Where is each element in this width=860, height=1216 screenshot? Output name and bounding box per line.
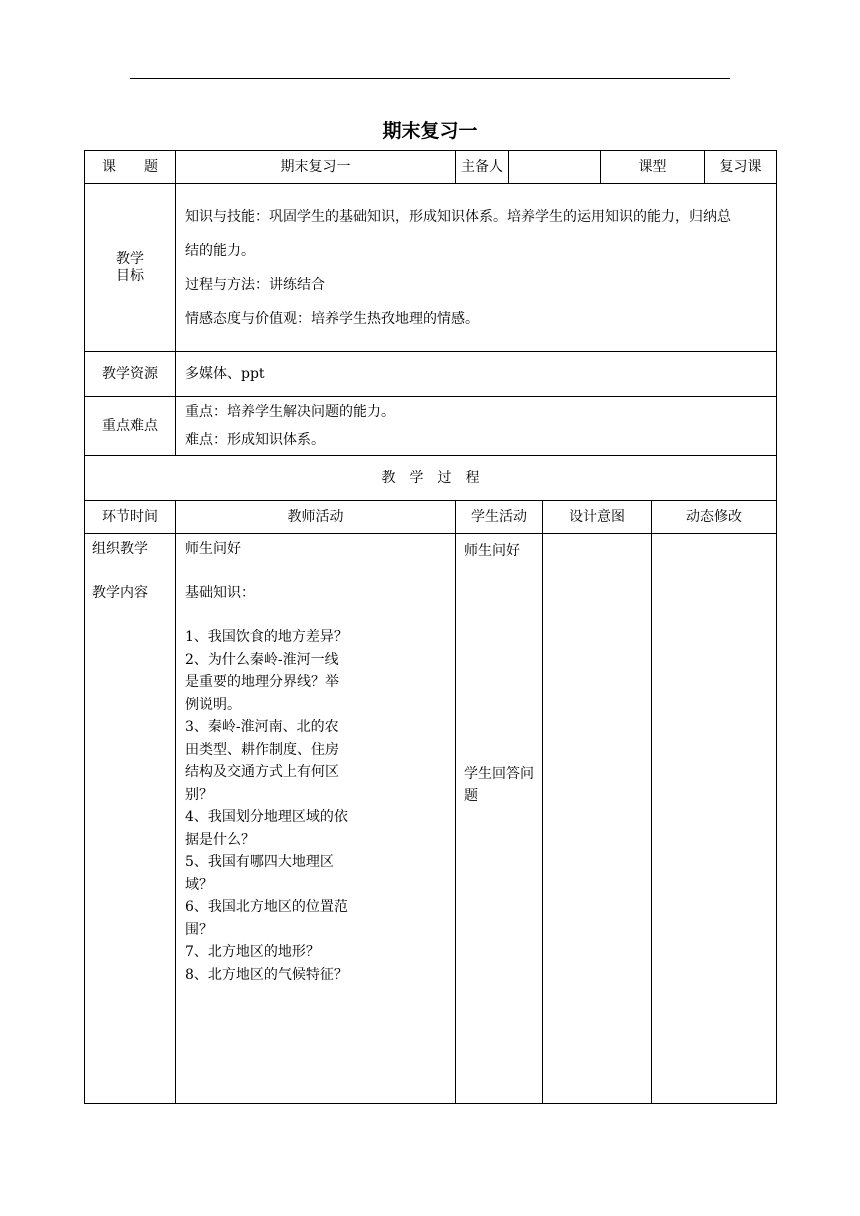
- type-value: 复习课: [705, 151, 777, 184]
- stage-cell: [85, 534, 176, 1104]
- student-answer: 学生回答问题: [464, 766, 534, 804]
- question-line: 1、我国饮食的地方差异？: [185, 629, 348, 645]
- question-line: 结构及交通方式上有何区: [185, 764, 339, 780]
- preparer-value: [509, 151, 601, 184]
- question-line: 4、我国划分地理区域的依: [185, 809, 348, 825]
- keypoints-label: 重点难点: [85, 397, 176, 456]
- revision-cell: [652, 534, 777, 1104]
- preparer-label: 主备人: [456, 151, 509, 184]
- objective-line-3: 过程与方法：讲练结合: [185, 276, 325, 293]
- question-line: 5、我国有哪四大地理区: [185, 854, 334, 870]
- objectives-content: [176, 184, 777, 352]
- document-title: 期末复习一: [382, 120, 478, 142]
- header-rule: [130, 78, 730, 79]
- student-greeting: 师生问好: [464, 543, 520, 559]
- process-heading: 教 学 过 程: [85, 456, 777, 501]
- topic-value: 期末复习一: [176, 151, 456, 184]
- keypoints-row: [85, 397, 777, 456]
- col-header-student: 学生活动: [456, 501, 543, 534]
- stage-organize: 组织教学: [92, 541, 148, 557]
- student-activity-cell: [456, 534, 543, 1104]
- question-line: 2、为什么秦岭-淮河一线: [185, 651, 339, 668]
- stage-content: 教学内容: [92, 585, 148, 601]
- column-header-row: [85, 501, 777, 534]
- objectives-label-line1: 教学: [116, 250, 144, 267]
- question-line: 6、我国北方地区的位置范: [185, 899, 348, 915]
- process-content-row: [85, 534, 777, 1104]
- objective-line-1: 知识与技能：巩固学生的基础知识，形成知识体系。培养学生的运用知识的能力，归纳总: [185, 208, 731, 225]
- question-line: 8、北方地区的气候特征？: [185, 966, 348, 983]
- objective-line-2: 结的能力。: [185, 242, 255, 259]
- difficult-point: 难点：形成知识体系。: [185, 432, 325, 448]
- process-heading-row: [85, 456, 777, 501]
- objectives-label: [85, 184, 176, 352]
- teacher-greeting: 师生问好: [185, 541, 241, 557]
- topic-label: 课 题: [85, 151, 176, 184]
- col-header-design-intent: 设计意图: [543, 501, 652, 534]
- question-line: 3、秦岭-淮河南、北的农: [185, 719, 339, 735]
- resources-value: 多媒体、ppt: [176, 352, 777, 397]
- col-header-revision: 动态修改: [652, 501, 777, 534]
- objectives-label-line2: 目标: [116, 267, 144, 284]
- key-point: 重点：培养学生解决问题的能力。: [185, 404, 395, 420]
- objective-line-4: 情感态度与价值观：培养学生热孜地理的情感。: [185, 310, 479, 327]
- question-list: [185, 626, 451, 986]
- col-header-stage-time: 环节时间: [85, 501, 176, 534]
- header-row: [85, 151, 777, 184]
- question-line: 7、北方地区的地形？: [185, 944, 320, 960]
- keypoints-content: [176, 397, 777, 456]
- design-intent-cell: [543, 534, 652, 1104]
- question-line: 是重要的地理分界线？举: [185, 674, 339, 690]
- teacher-basics-label: 基础知识：: [185, 585, 255, 601]
- question-line: 围？: [185, 921, 213, 938]
- resources-row: [85, 352, 777, 397]
- question-line: 域？: [185, 876, 213, 893]
- question-line: 例说明。: [185, 696, 241, 713]
- col-header-teacher: 教师活动: [176, 501, 456, 534]
- question-line: 田类型、耕作制度、住房: [185, 741, 339, 758]
- lesson-plan-table: [84, 150, 777, 1104]
- type-label: 课型: [601, 151, 705, 184]
- resources-label: 教学资源: [85, 352, 176, 397]
- objectives-row: [85, 184, 777, 352]
- teacher-activity-cell: [176, 534, 456, 1104]
- question-line: 据是什么？: [185, 831, 255, 848]
- question-line: 别？: [185, 786, 213, 803]
